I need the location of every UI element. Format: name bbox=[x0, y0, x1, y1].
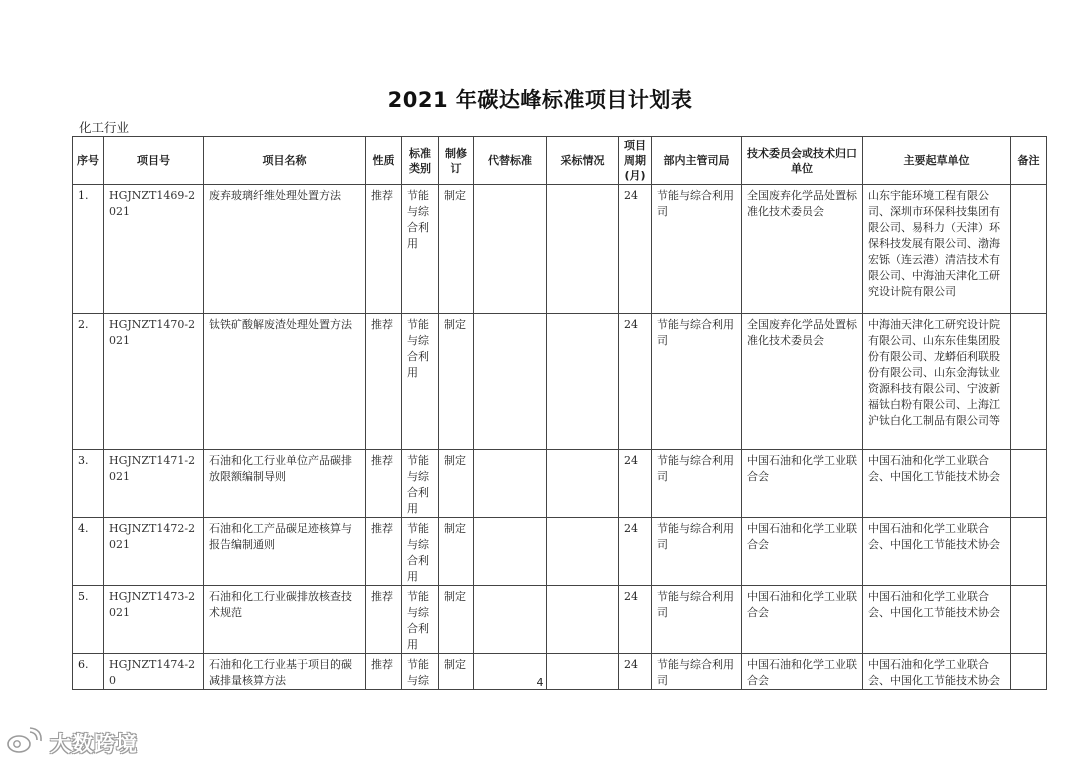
cell-adopt bbox=[547, 586, 619, 654]
table-header bbox=[73, 137, 1047, 185]
header-seq: 序号 bbox=[73, 137, 104, 185]
cell-committee: 中国石油和化学工业联合会 bbox=[742, 450, 863, 518]
cell-committee: 中国石油和化学工业联合会 bbox=[742, 518, 863, 586]
cell-committee: 全国废弃化学品处置标准化技术委员会 bbox=[742, 314, 863, 450]
cell-dept: 节能与综合利用司 bbox=[652, 450, 742, 518]
header-adopt: 采标情况 bbox=[547, 137, 619, 185]
cell-replace bbox=[474, 185, 547, 314]
cell-code: HGJNZT1469-2021 bbox=[104, 185, 204, 314]
cell-drafter: 中国石油和化学工业联合会、中国化工节能技术协会 bbox=[863, 654, 1011, 690]
cell-dept: 节能与综合利用司 bbox=[652, 654, 742, 690]
header-revise: 制修订 bbox=[439, 137, 474, 185]
cell-period: 24 bbox=[619, 654, 652, 690]
cell-remark bbox=[1011, 314, 1047, 450]
table-body bbox=[73, 185, 1047, 690]
header-remark: 备注 bbox=[1011, 137, 1047, 185]
cell-adopt bbox=[547, 314, 619, 450]
cell-remark bbox=[1011, 518, 1047, 586]
cell-nature: 推荐 bbox=[366, 518, 402, 586]
cell-seq: 5. bbox=[73, 586, 104, 654]
cell-period: 24 bbox=[619, 586, 652, 654]
cell-remark bbox=[1011, 586, 1047, 654]
cell-code: HGJNZT1471-2021 bbox=[104, 450, 204, 518]
header-code: 项目号 bbox=[104, 137, 204, 185]
header-name: 项目名称 bbox=[204, 137, 366, 185]
cell-drafter: 中海油天津化工研究设计院有限公司、山东东佳集团股份有限公司、龙蟒佰利联股份有限公司、山东金海钛业资源科技有限公司、宁波新福钛白粉有限公司、上海江沪钛白化工制品有限公司等 bbox=[863, 314, 1011, 450]
cell-nature: 推荐 bbox=[366, 654, 402, 690]
table-row bbox=[73, 518, 1047, 586]
cell-seq: 4. bbox=[73, 518, 104, 586]
header-std-type: 标准类别 bbox=[402, 137, 439, 185]
cell-replace bbox=[474, 518, 547, 586]
cell-nature: 推荐 bbox=[366, 450, 402, 518]
cell-committee: 全国废弃化学品处置标准化技术委员会 bbox=[742, 185, 863, 314]
cell-drafter: 山东宇能环境工程有限公司、深圳市环保科技集团有限公司、易科力（天津）环保科技发展有限公司、渤海宏铄（连云港）清洁技术有限公司、中海油天津化工研究设计院有限公司 bbox=[863, 185, 1011, 314]
cell-period: 24 bbox=[619, 450, 652, 518]
cell-period: 24 bbox=[619, 518, 652, 586]
cell-drafter: 中国石油和化学工业联合会、中国化工节能技术协会 bbox=[863, 586, 1011, 654]
project-plan-table bbox=[72, 136, 1047, 690]
table-row bbox=[73, 450, 1047, 518]
cell-revise: 制定 bbox=[439, 586, 474, 654]
cell-revise: 制定 bbox=[439, 314, 474, 450]
cell-code: HGJNZT1470-2021 bbox=[104, 314, 204, 450]
cell-revise: 制定 bbox=[439, 654, 474, 690]
cell-std-type: 节能与综合利用 bbox=[402, 586, 439, 654]
page-number: 4 bbox=[536, 676, 544, 689]
cell-name: 废弃玻璃纤维处理处置方法 bbox=[204, 185, 366, 314]
cell-seq: 1. bbox=[73, 185, 104, 314]
table-row bbox=[73, 314, 1047, 450]
header-replace: 代替标准 bbox=[474, 137, 547, 185]
cell-replace bbox=[474, 586, 547, 654]
cell-name: 石油和化工产品碳足迹核算与报告编制通则 bbox=[204, 518, 366, 586]
cell-std-type: 节能与综 bbox=[402, 654, 439, 690]
cell-nature: 推荐 bbox=[366, 586, 402, 654]
cell-code: HGJNZT1473-2021 bbox=[104, 586, 204, 654]
header-drafter: 主要起草单位 bbox=[863, 137, 1011, 185]
cell-seq: 6. bbox=[73, 654, 104, 690]
cell-adopt bbox=[547, 450, 619, 518]
header-period: 项目周期(月) bbox=[619, 137, 652, 185]
cell-dept: 节能与综合利用司 bbox=[652, 518, 742, 586]
header-committee: 技术委员会或技术归口单位 bbox=[742, 137, 863, 185]
cell-dept: 节能与综合利用司 bbox=[652, 314, 742, 450]
cell-drafter: 中国石油和化学工业联合会、中国化工节能技术协会 bbox=[863, 518, 1011, 586]
cell-std-type: 节能与综合利用 bbox=[402, 314, 439, 450]
cell-name: 石油和化工行业单位产品碳排放限额编制导则 bbox=[204, 450, 366, 518]
cell-dept: 节能与综合利用司 bbox=[652, 586, 742, 654]
industry-label: 化工行业 bbox=[79, 120, 130, 135]
watermark bbox=[4, 726, 138, 760]
cell-adopt bbox=[547, 185, 619, 314]
cell-nature: 推荐 bbox=[366, 314, 402, 450]
cell-code: HGJNZT1474-20 bbox=[104, 654, 204, 690]
cell-seq: 3. bbox=[73, 450, 104, 518]
table-row bbox=[73, 185, 1047, 314]
cell-name: 石油和化工行业基于项目的碳减排量核算方法 bbox=[204, 654, 366, 690]
cell-remark bbox=[1011, 450, 1047, 518]
cell-remark bbox=[1011, 185, 1047, 314]
cell-committee: 中国石油和化学工业联合会 bbox=[742, 654, 863, 690]
cell-name: 石油和化工行业碳排放核查技术规范 bbox=[204, 586, 366, 654]
cell-drafter: 中国石油和化学工业联合会、中国化工节能技术协会 bbox=[863, 450, 1011, 518]
cell-replace bbox=[474, 450, 547, 518]
cell-dept: 节能与综合利用司 bbox=[652, 185, 742, 314]
document-title: 2021 年碳达峰标准项目计划表 bbox=[387, 88, 693, 112]
cell-code: HGJNZT1472-2021 bbox=[104, 518, 204, 586]
watermark-text: 大数跨境 bbox=[50, 732, 138, 756]
cell-name: 钛铁矿酸解废渣处理处置方法 bbox=[204, 314, 366, 450]
cell-seq: 2. bbox=[73, 314, 104, 450]
cell-std-type: 节能与综合利用 bbox=[402, 185, 439, 314]
cell-std-type: 节能与综合利用 bbox=[402, 518, 439, 586]
weibo-logo-icon bbox=[4, 726, 44, 760]
cell-committee: 中国石油和化学工业联合会 bbox=[742, 586, 863, 654]
cell-revise: 制定 bbox=[439, 518, 474, 586]
cell-revise: 制定 bbox=[439, 185, 474, 314]
cell-period: 24 bbox=[619, 185, 652, 314]
cell-period: 24 bbox=[619, 314, 652, 450]
header-dept: 部内主管司局 bbox=[652, 137, 742, 185]
cell-revise: 制定 bbox=[439, 450, 474, 518]
table-row bbox=[73, 586, 1047, 654]
cell-nature: 推荐 bbox=[366, 185, 402, 314]
header-row bbox=[73, 137, 1047, 185]
header-nature: 性质 bbox=[366, 137, 402, 185]
cell-std-type: 节能与综合利用 bbox=[402, 450, 439, 518]
cell-adopt bbox=[547, 518, 619, 586]
cell-replace bbox=[474, 314, 547, 450]
